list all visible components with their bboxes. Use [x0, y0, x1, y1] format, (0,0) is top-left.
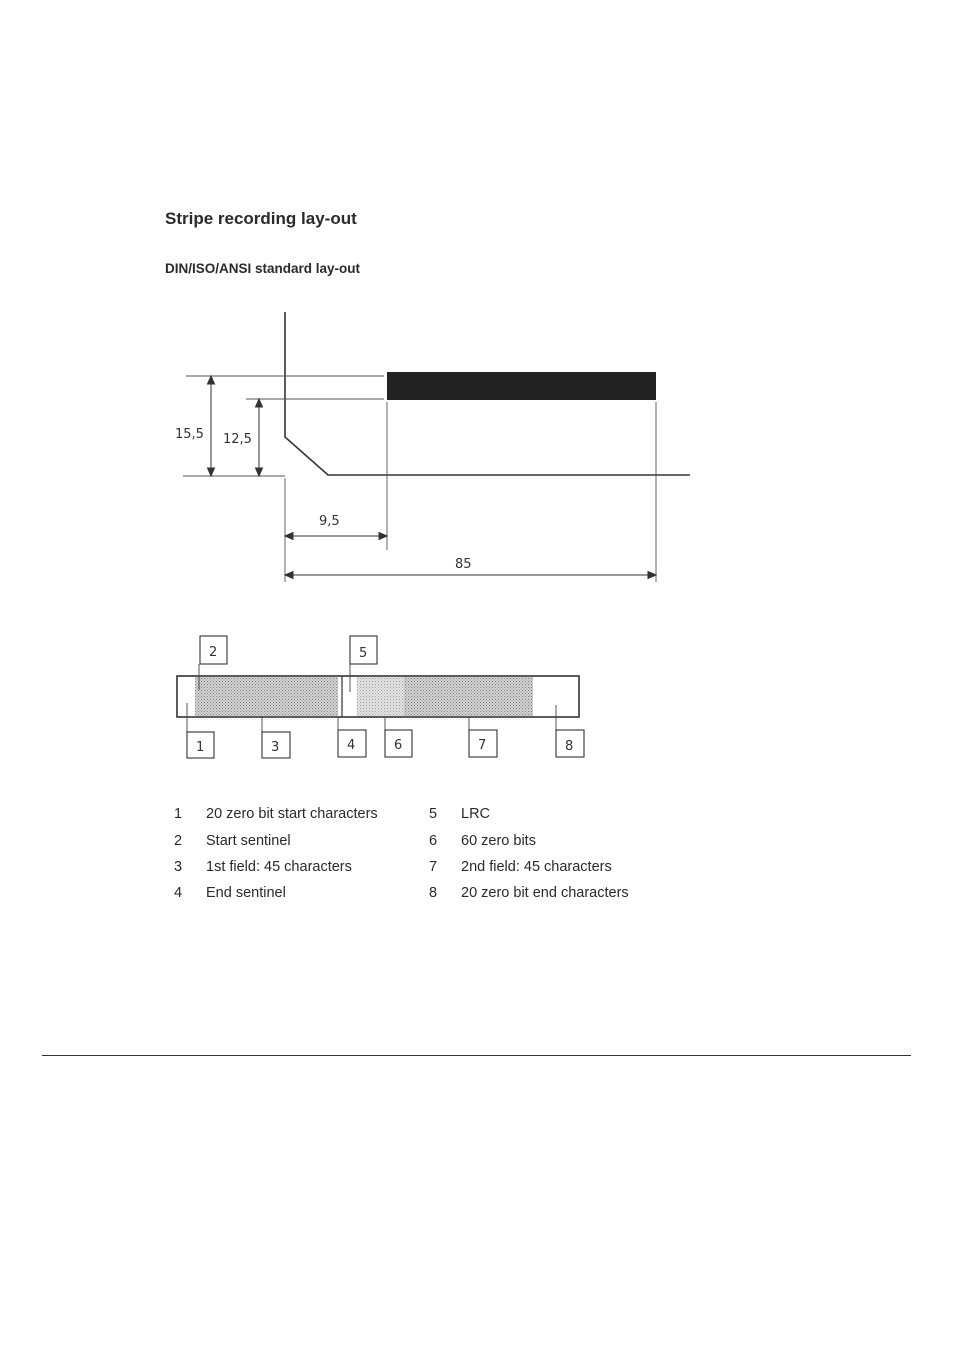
dimension-9-5-label: 9,5 — [319, 514, 340, 529]
box-2-label: 2 — [209, 645, 218, 660]
track-bar — [177, 676, 579, 717]
dimension-9-5 — [285, 533, 387, 540]
field-2-area — [404, 677, 533, 716]
dimension-12-5 — [256, 399, 263, 476]
dimension-12-5-label: 12,5 — [223, 432, 252, 447]
box-7-label: 7 — [478, 738, 487, 753]
zero-bits-area — [357, 677, 404, 716]
box-8-label: 8 — [565, 739, 574, 754]
dimension-85 — [285, 572, 656, 579]
box-6-label: 6 — [394, 738, 403, 753]
magnetic-stripe — [387, 372, 656, 400]
box-1-label: 1 — [196, 740, 205, 755]
page-title: Stripe recording lay-out — [165, 209, 357, 228]
horizontal-rule — [42, 1055, 911, 1056]
dimension-85-label: 85 — [455, 557, 472, 572]
page-subtitle: DIN/ISO/ANSI standard lay-out — [165, 261, 361, 276]
field-1-area — [195, 677, 338, 716]
box-4-label: 4 — [347, 738, 356, 753]
box-5-label: 5 — [359, 646, 368, 661]
dimension-15-5-label: 15,5 — [175, 427, 204, 442]
extension-lines — [183, 376, 656, 582]
dimension-15-5 — [208, 376, 215, 476]
box-3-label: 3 — [271, 740, 280, 755]
